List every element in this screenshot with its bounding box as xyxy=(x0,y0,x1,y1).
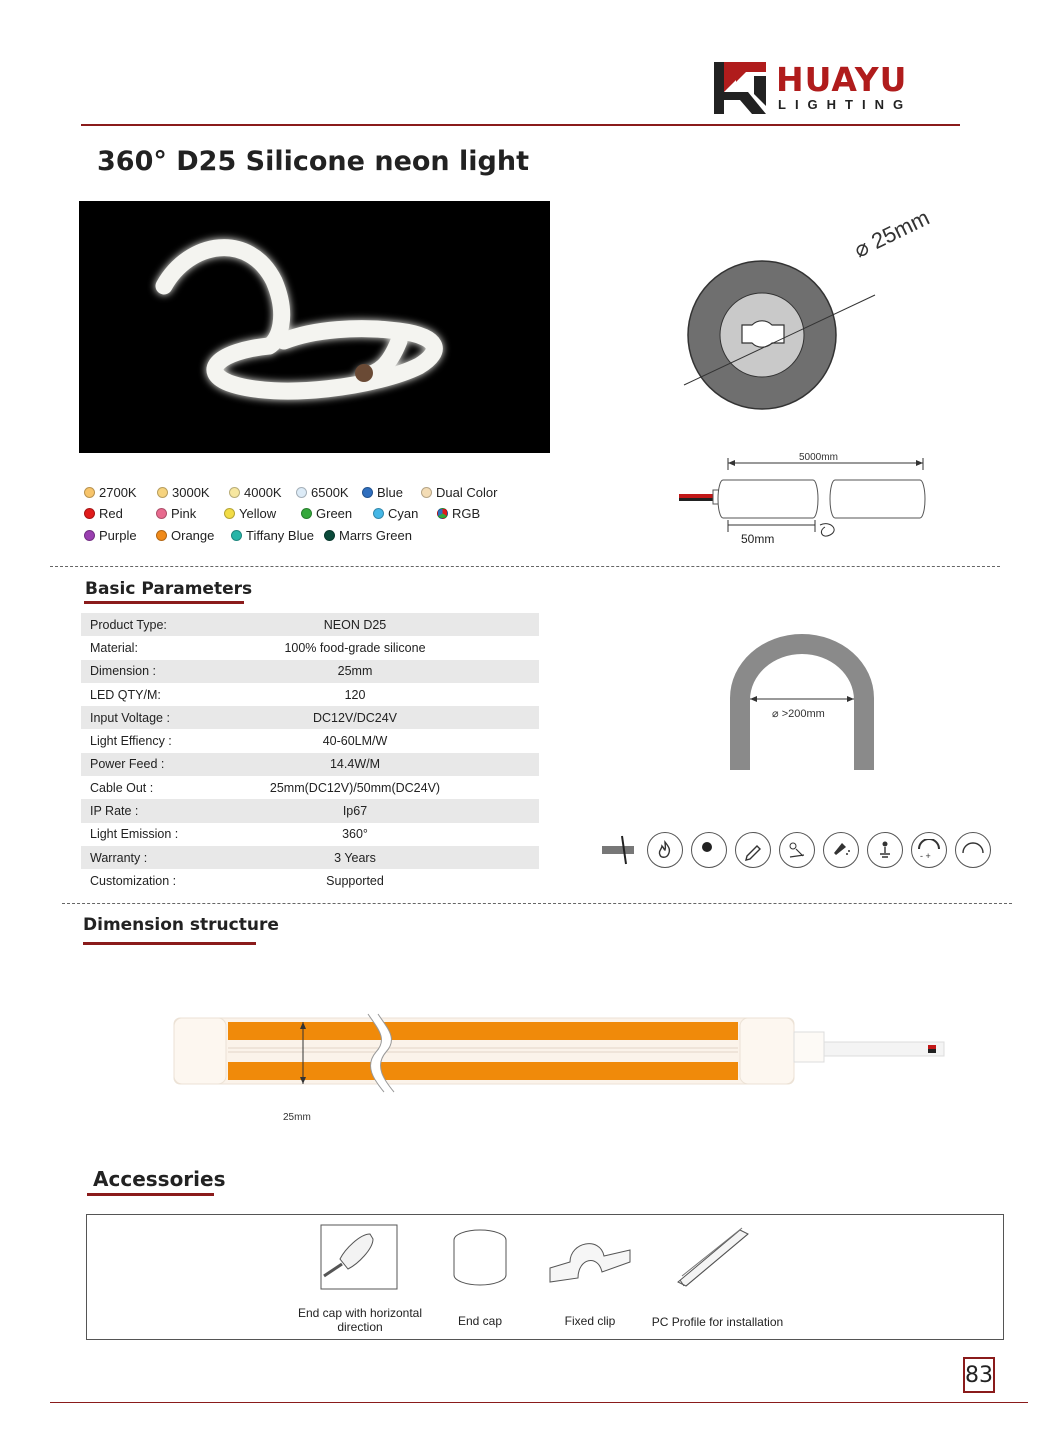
param-row xyxy=(81,706,539,729)
param-row xyxy=(81,846,539,869)
color-dot-icon xyxy=(157,487,168,498)
param-value: 120 xyxy=(344,687,366,702)
color-label: Pink xyxy=(171,506,197,521)
param-value: 14.4W/M xyxy=(329,757,380,772)
color-label: 3000K xyxy=(172,485,210,500)
section-title-dimension: Dimension structure xyxy=(83,915,279,935)
color-label: Purple xyxy=(99,528,137,543)
product-photo xyxy=(79,201,550,453)
footer-rule xyxy=(50,1402,1028,1403)
color-label: RGB xyxy=(452,506,481,521)
color-dot-icon xyxy=(437,508,448,519)
length-diagram xyxy=(675,450,945,550)
color-dot-icon xyxy=(373,508,384,519)
param-label: Power Feed : xyxy=(90,757,165,772)
led-strip-top xyxy=(228,1022,738,1040)
color-swatch xyxy=(156,506,196,521)
color-dot-icon xyxy=(156,508,167,519)
color-dot-icon xyxy=(421,487,432,498)
color-dot-icon xyxy=(362,487,373,498)
fixed-clip-icon xyxy=(546,1228,636,1290)
uv-icon xyxy=(779,832,815,868)
feature-icons xyxy=(600,832,990,872)
bend-radius-label: ⌀ >200mm xyxy=(772,708,825,720)
section-divider xyxy=(50,566,1000,567)
param-value: 40-60LM/W xyxy=(322,734,388,749)
param-label: LED QTY/M: xyxy=(90,687,161,702)
color-dot-icon xyxy=(224,508,235,519)
brand-subtitle: LIGHTING xyxy=(778,97,913,112)
dome-icon xyxy=(955,832,991,868)
param-value: Supported xyxy=(326,873,384,888)
color-swatch xyxy=(84,485,137,500)
color-dot-icon xyxy=(231,530,242,541)
grounding-icon xyxy=(867,832,903,868)
param-value: DC12V/DC24V xyxy=(312,710,398,725)
accessory-label: PC Profile for installation xyxy=(651,1315,784,1329)
section-underline xyxy=(87,1193,214,1196)
header-rule xyxy=(81,124,960,126)
param-row xyxy=(81,729,539,752)
color-dot-icon xyxy=(84,530,95,541)
cross-section-diagram xyxy=(670,225,960,425)
color-label: Dual Color xyxy=(436,485,498,500)
color-swatch xyxy=(296,485,349,500)
param-label: Cable Out : xyxy=(90,780,154,795)
section-title-basic: Basic Parameters xyxy=(85,579,253,599)
fire-icon xyxy=(647,832,683,868)
color-label: Cyan xyxy=(388,506,419,521)
parameters-table xyxy=(81,613,539,893)
color-swatch xyxy=(421,485,497,500)
param-row xyxy=(81,799,539,822)
color-swatch xyxy=(157,485,210,500)
end-cap-horizontal-icon xyxy=(320,1224,398,1290)
spray-icon xyxy=(823,832,859,868)
color-swatch xyxy=(84,506,123,521)
color-swatch xyxy=(373,506,418,521)
color-swatch xyxy=(156,528,214,543)
height-label: 25mm xyxy=(283,1112,311,1123)
color-label: Marrs Green xyxy=(339,528,412,543)
color-dot-icon xyxy=(84,508,95,519)
color-dot-icon xyxy=(301,508,312,519)
length-label: 5000mm xyxy=(799,452,838,463)
bend-radius-diagram xyxy=(720,628,885,778)
accessories-box xyxy=(86,1214,1004,1340)
color-swatch xyxy=(437,506,480,521)
param-row xyxy=(81,776,539,799)
color-swatch xyxy=(84,528,137,543)
brand-logo xyxy=(714,60,964,116)
param-label: Material: xyxy=(90,640,138,655)
param-label: Customization : xyxy=(90,873,177,888)
pc-profile-icon xyxy=(672,1224,754,1290)
param-row xyxy=(81,869,539,892)
param-value: 25mm(DC12V)/50mm(DC24V) xyxy=(269,780,441,795)
color-label: Orange xyxy=(171,528,215,543)
section-divider xyxy=(62,903,1012,904)
page-title: 360° D25 Silicone neon light xyxy=(97,146,530,177)
color-swatch xyxy=(229,485,282,500)
accessory-label: End cap with horizontal direction xyxy=(297,1306,423,1334)
param-label: Warranty : xyxy=(90,850,148,865)
color-dot-icon xyxy=(84,487,95,498)
param-label: Dimension : xyxy=(90,664,156,679)
diameter-label: ⌀ 25mm xyxy=(850,204,934,263)
page-number: 83 xyxy=(963,1357,995,1393)
color-label: Tiffany Blue xyxy=(246,528,314,543)
color-dot-icon xyxy=(156,530,167,541)
dimension-structure-diagram xyxy=(168,1012,958,1097)
color-label: Green xyxy=(316,506,353,521)
color-dot-icon xyxy=(324,530,335,541)
color-swatch xyxy=(224,506,276,521)
svg-text:- +: - + xyxy=(920,851,931,861)
accessory-label: End cap xyxy=(457,1314,503,1328)
color-label: 4000K xyxy=(244,485,282,500)
param-row xyxy=(81,636,539,659)
param-value: 25mm xyxy=(337,664,373,679)
dot-icon xyxy=(691,832,727,868)
param-row xyxy=(81,683,539,706)
color-label: Yellow xyxy=(239,506,277,521)
color-swatch xyxy=(301,506,352,521)
param-value: Ip67 xyxy=(342,804,368,819)
param-value: 360° xyxy=(342,827,368,842)
bend-radius-value: >200mm xyxy=(781,708,825,720)
brand-mark-icon xyxy=(714,62,766,114)
dimmer-icon xyxy=(911,832,947,868)
color-swatch xyxy=(324,528,412,543)
diameter-value: 25mm xyxy=(867,204,934,254)
param-value: 3 Years xyxy=(334,850,376,865)
neon-strip-photo-icon xyxy=(79,201,550,453)
param-row xyxy=(81,823,539,846)
color-dot-icon xyxy=(229,487,240,498)
color-label: 2700K xyxy=(99,485,137,500)
param-label: Product Type: xyxy=(90,617,167,632)
param-row xyxy=(81,660,539,683)
param-label: Light Emission : xyxy=(90,827,179,842)
section-underline xyxy=(83,942,256,945)
param-label: Light Effiency : xyxy=(90,734,172,749)
param-label: IP Rate : xyxy=(90,804,139,819)
pen-icon xyxy=(735,832,771,868)
color-label: Red xyxy=(99,506,123,521)
param-row xyxy=(81,753,539,776)
accessory-label: Fixed clip xyxy=(564,1314,616,1328)
param-label: Input Voltage : xyxy=(90,710,170,725)
brand-name: HUAYU xyxy=(776,60,908,99)
section-title-accessories: Accessories xyxy=(93,1167,226,1191)
color-label: 6500K xyxy=(311,485,349,500)
cut-icon xyxy=(600,832,636,868)
section-underline xyxy=(84,601,244,604)
color-label: Blue xyxy=(377,485,404,500)
end-cap-icon xyxy=(452,1228,508,1290)
cut-unit-label: 50mm xyxy=(741,532,775,546)
param-value: NEON D25 xyxy=(323,617,387,632)
param-row xyxy=(81,613,539,636)
color-swatch xyxy=(231,528,314,543)
color-dot-icon xyxy=(296,487,307,498)
param-value: 100% food-grade silicone xyxy=(284,640,426,655)
color-swatch xyxy=(362,485,403,500)
